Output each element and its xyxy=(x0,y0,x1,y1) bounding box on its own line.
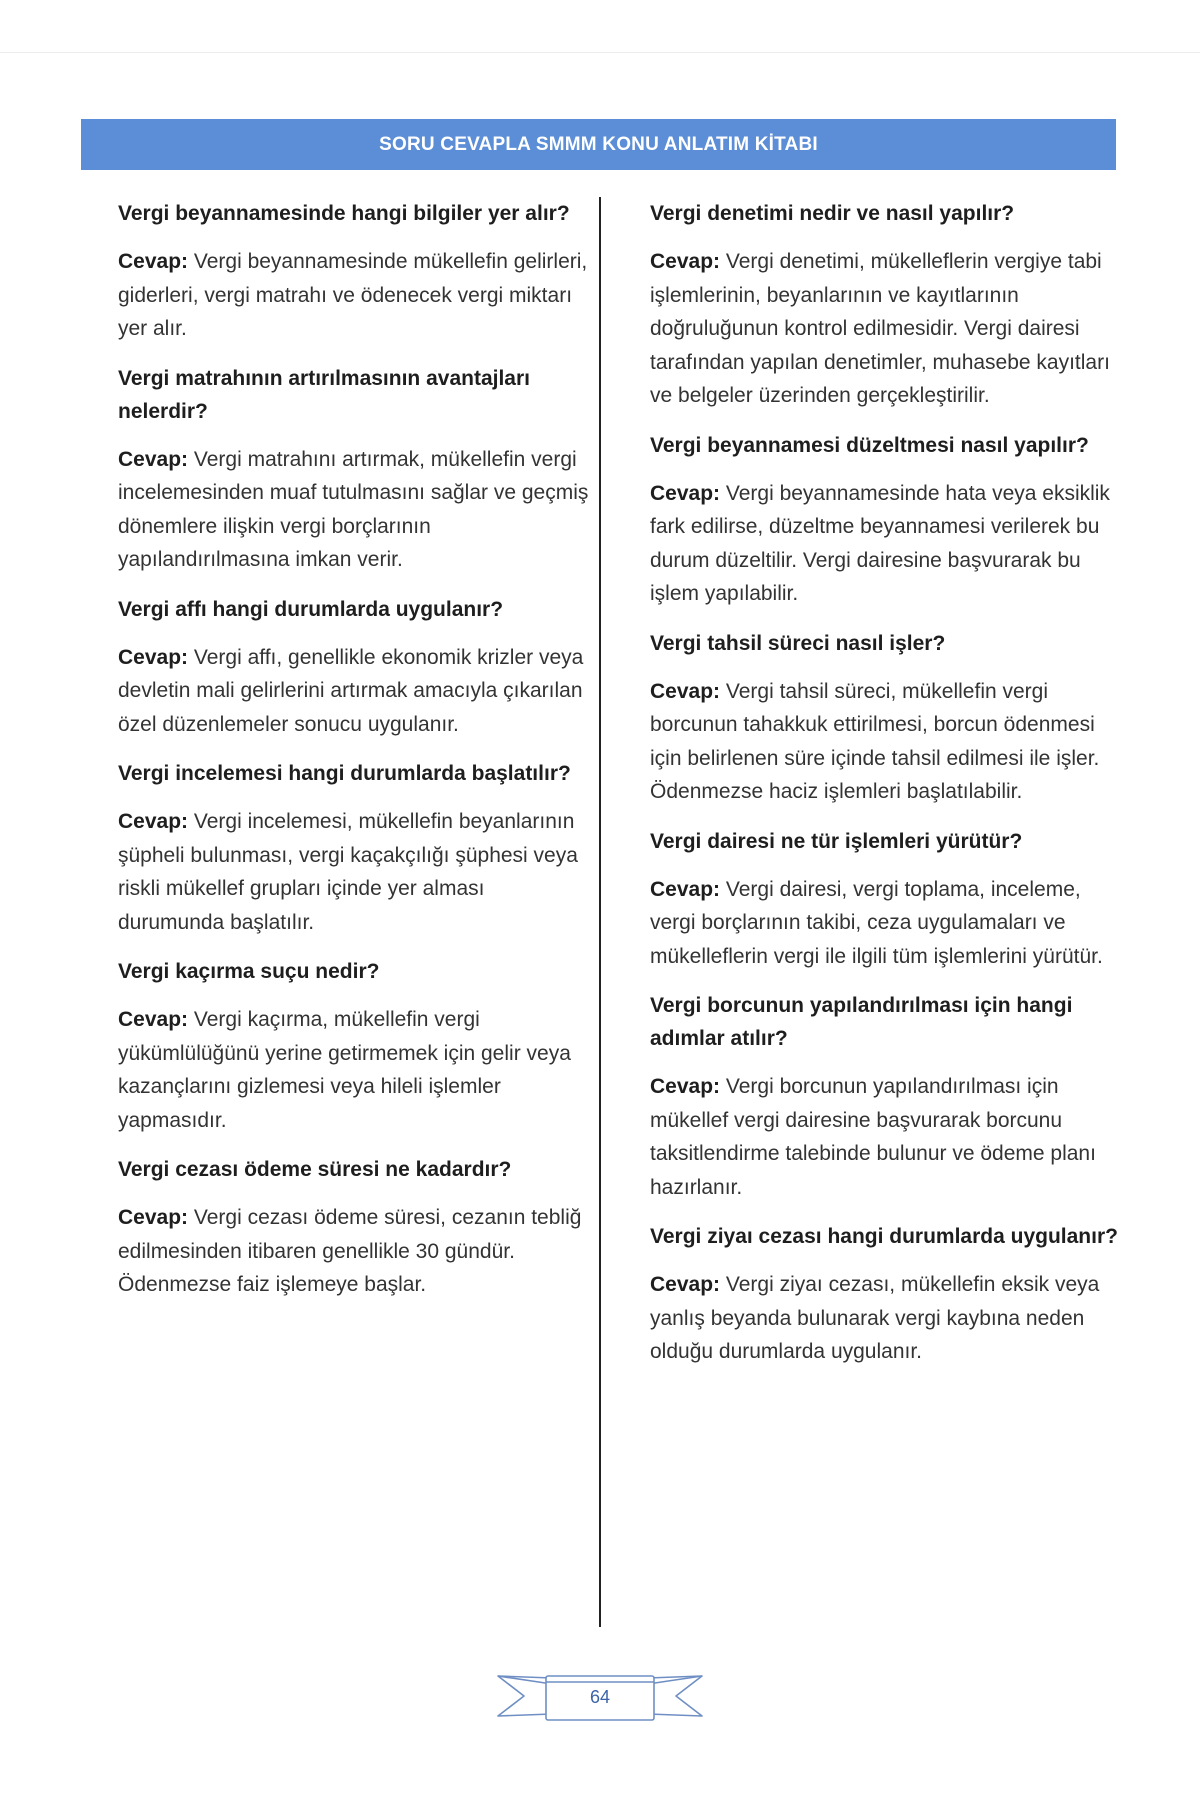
page-footer xyxy=(490,1660,710,1730)
answer xyxy=(650,477,1120,611)
answer-label: Cevap: xyxy=(650,250,721,273)
answer-label: Cevap: xyxy=(118,1206,189,1229)
answer-label: Cevap: xyxy=(118,810,189,833)
book-title: SORU CEVAPLA SMMM KONU ANLATIM KİTABI xyxy=(379,133,818,155)
answer xyxy=(650,1070,1120,1204)
answer-label: Cevap: xyxy=(118,447,189,471)
question: Vergi beyannamesinde hangi bilgiler yer alır? xyxy=(118,202,570,225)
qa-item xyxy=(650,197,1120,413)
answer-text: Vergi ziyaı cezası, mükellefin eksik veya yanlış beyanda bulunarak vergi kaybına neden olduğu durumlarda uygulanır. xyxy=(650,1273,1100,1363)
answer xyxy=(118,805,590,939)
question: Vergi borcunun yapılandırılması için hangi adımlar atılır? xyxy=(650,994,1073,1050)
answer-text: Vergi denetimi, mükelleflerin vergiye tabi işlemlerinin, beyanlarının ve kayıtlarının doğruluğunun kontrol edilmesidir. Vergi dairesi tarafından yapılan denetimler, muhasebe kayıtları ve belgeler üzerinden gerçekleştirilir. xyxy=(650,250,1110,407)
qa-item xyxy=(118,757,590,939)
answer-text: Vergi beyannamesinde mükellefin gelirleri, giderleri, vergi matrahı ve ödenecek vergi miktarı yer alır. xyxy=(118,250,588,340)
answer xyxy=(650,675,1120,809)
answer xyxy=(650,245,1120,413)
answer-text: Vergi affı, genellikle ekonomik krizler veya devletin mali gelirlerini artırmak amacıyla çıkarılan özel düzenlemeler sonucu uygulanır. xyxy=(118,645,584,736)
answer-label: Cevap: xyxy=(650,481,721,505)
question: Vergi ziyaı cezası hangi durumlarda uygulanır? xyxy=(650,1225,1118,1248)
answer-text: Vergi beyannamesinde hata veya eksiklik fark edilirse, düzeltme beyannamesi verilerek bu durum düzeltilir. Vergi dairesine başvurarak bu işlem yapılabilir. xyxy=(650,481,1110,605)
answer xyxy=(650,1268,1120,1369)
answer-text: Vergi tahsil süreci, mükellefin vergi borcunun tahakkuk ettirilmesi, borcun ödenmesi için belirlenen süre içinde tahsil edilmesi ile işler. Ödenmezse haciz işlemleri başlatılabilir. xyxy=(650,679,1100,803)
answer xyxy=(118,245,590,346)
qa-item xyxy=(650,1220,1120,1369)
qa-item xyxy=(650,989,1120,1204)
question: Vergi tahsil süreci nasıl işler? xyxy=(650,631,946,655)
answer-text: Vergi matrahını artırmak, mükellefin vergi incelemesinden muaf tutulmasını sağlar ve geçmiş dönemlere ilişkin vergi borçlarının yapılandırılmasına imkan verir. xyxy=(118,447,589,571)
answer-label: Cevap: xyxy=(650,679,721,703)
question: Vergi matrahının artırılmasının avantajları nelerdir? xyxy=(118,366,530,423)
question: Vergi cezası ödeme süresi ne kadardır? xyxy=(118,1158,512,1181)
question: Vergi dairesi ne tür işlemleri yürütür? xyxy=(650,829,1023,853)
answer-text: Vergi incelemesi, mükellefin beyanlarının şüpheli bulunması, vergi kaçakçılığı şüphesi veya riskli mükellef grupları içinde yer alması durumunda başlatılır. xyxy=(118,810,578,934)
answer-label: Cevap: xyxy=(650,1075,721,1098)
qa-item xyxy=(118,197,590,346)
answer-label: Cevap: xyxy=(118,250,189,273)
answer xyxy=(650,873,1120,974)
question: Vergi beyannamesi düzeltmesi nasıl yapılır? xyxy=(650,433,1089,457)
answer-label: Cevap: xyxy=(118,1008,189,1031)
answer xyxy=(118,1201,590,1302)
answer-text: Vergi kaçırma, mükellefin vergi yükümlülüğünü yerine getirmemek için gelir veya kazançlarını gizlemesi veya hileli işlemler yapmasıdır. xyxy=(118,1008,571,1132)
question: Vergi denetimi nedir ve nasıl yapılır? xyxy=(650,202,1015,225)
qa-item xyxy=(118,362,590,577)
qa-item xyxy=(118,1153,590,1302)
answer-text: Vergi dairesi, vergi toplama, inceleme, vergi borçlarının takibi, ceza uygulamaları ve mükelleflerin vergi ile ilgili tüm işlemlerini yürütür. xyxy=(650,877,1103,968)
answer xyxy=(118,641,590,742)
top-strip xyxy=(0,0,1200,53)
answer-text: Vergi borcunun yapılandırılması için mükellef vergi dairesine başvurarak borcunu taksitlendirme talebinde bulunur ve ödeme planı hazırlanır. xyxy=(650,1075,1096,1199)
answer xyxy=(118,443,590,577)
qa-item xyxy=(118,593,590,742)
question: Vergi affı hangi durumlarda uygulanır? xyxy=(118,597,504,621)
qa-item xyxy=(650,627,1120,809)
column-divider xyxy=(599,197,601,1627)
qa-item xyxy=(650,825,1120,974)
qa-item xyxy=(650,429,1120,611)
answer-label: Cevap: xyxy=(650,1273,721,1296)
answer-label: Cevap: xyxy=(118,645,189,669)
answer-text: Vergi cezası ödeme süresi, cezanın tebliğ edilmesinden itibaren genellikle 30 gündür. Ödenmezse faiz işlemeye başlar. xyxy=(118,1206,582,1296)
book-title-banner xyxy=(81,119,1116,170)
question: Vergi kaçırma suçu nedir? xyxy=(118,960,380,983)
question: Vergi incelemesi hangi durumlarda başlatılır? xyxy=(118,762,571,785)
left-column xyxy=(118,197,590,1318)
qa-item xyxy=(118,955,590,1137)
page-number: 64 xyxy=(589,1686,611,1707)
answer-label: Cevap: xyxy=(650,877,721,901)
right-column xyxy=(650,197,1120,1385)
answer xyxy=(118,1003,590,1137)
